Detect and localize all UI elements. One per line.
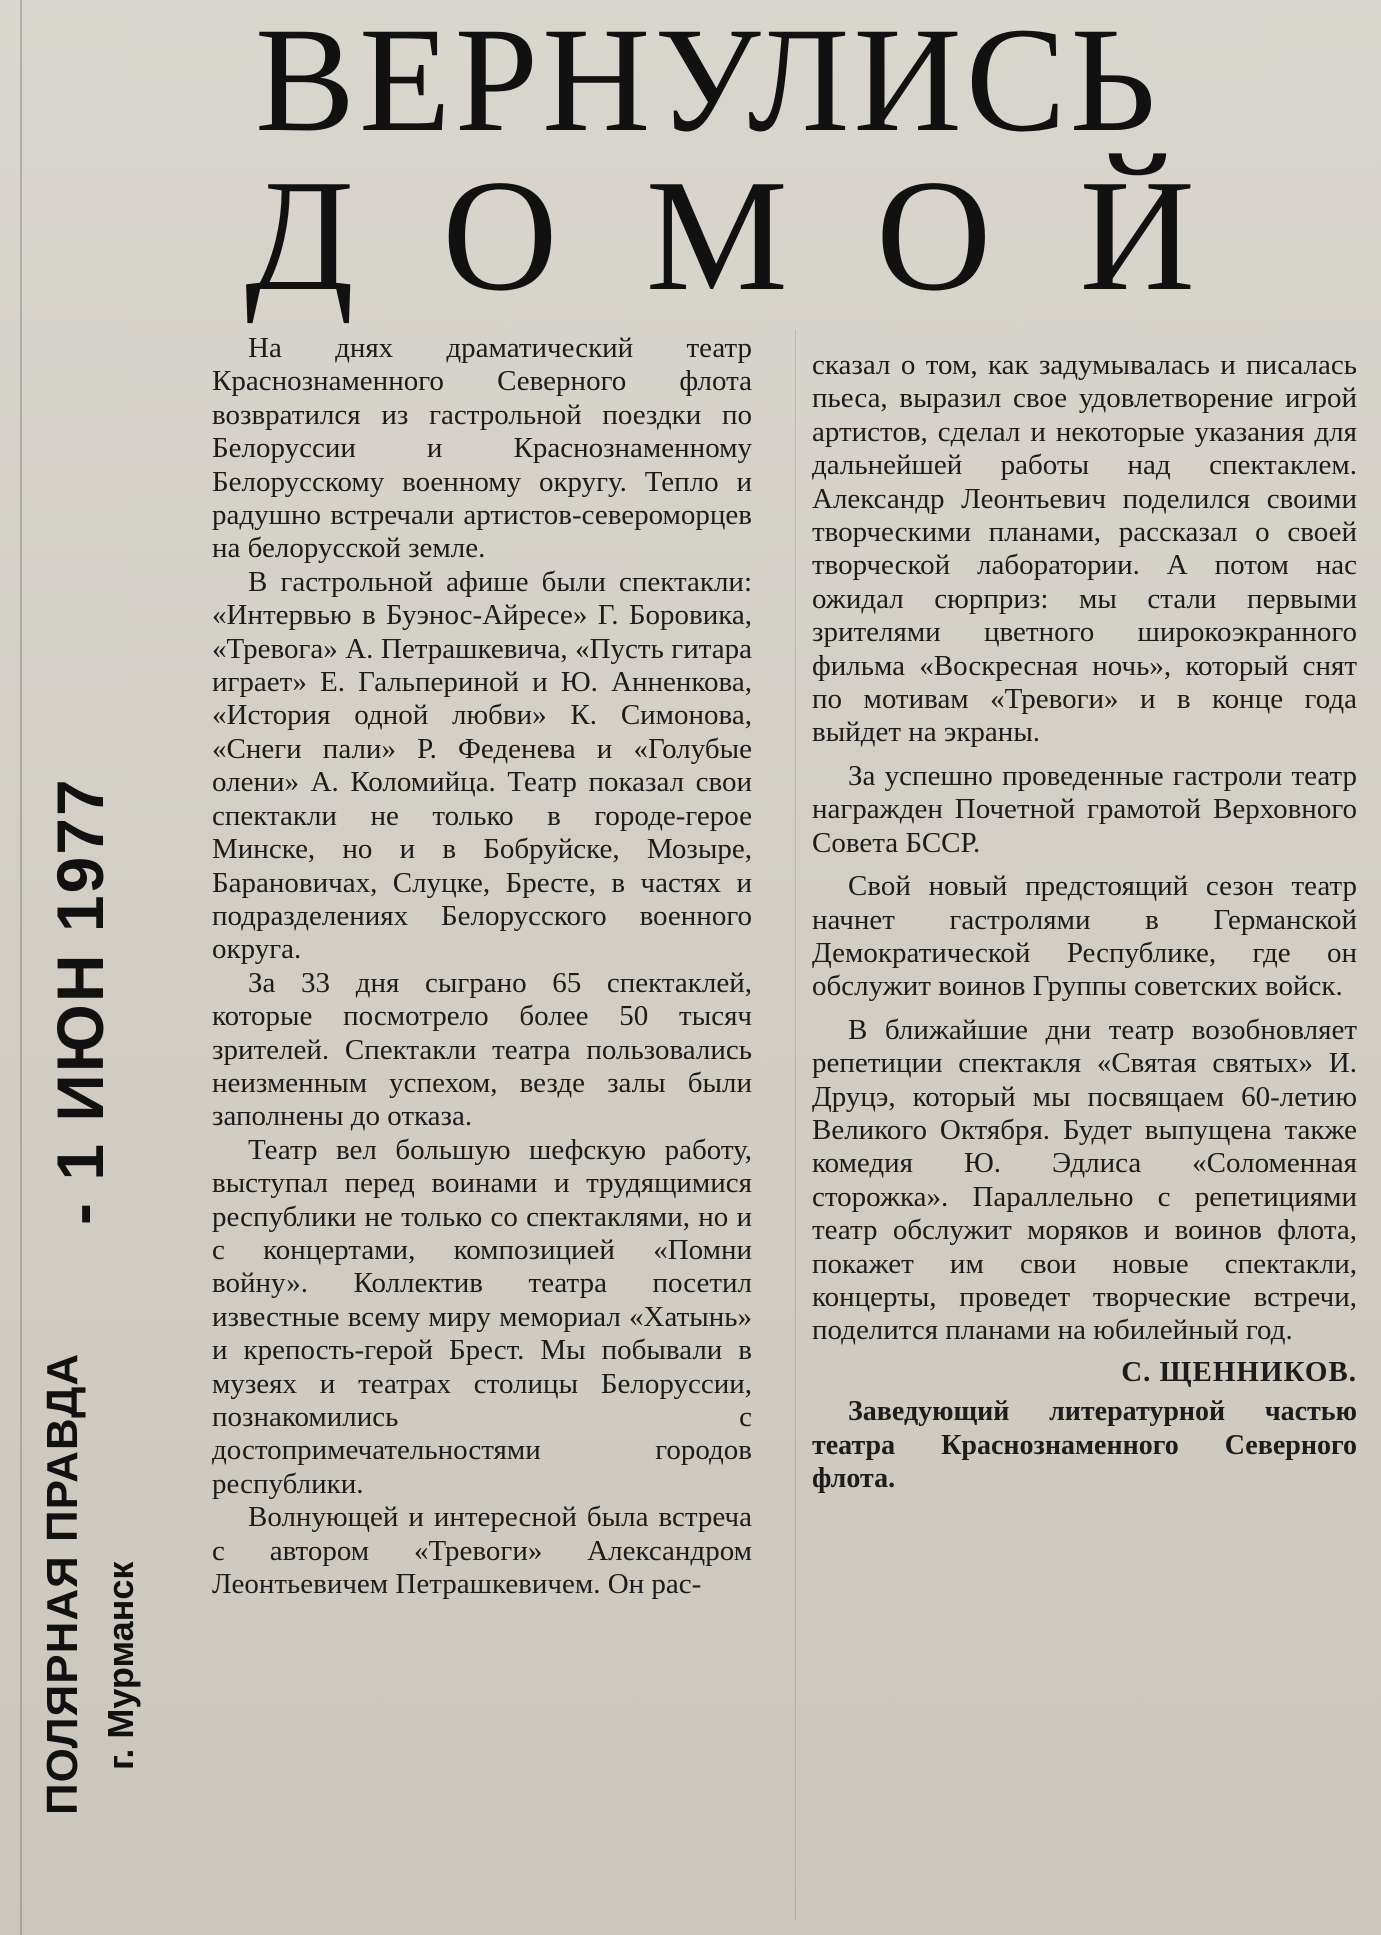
- article-author: С. ЩЕННИКОВ.: [1121, 1355, 1357, 1388]
- article-author-title: Заведующий литературной частью театра Краснознаменного Северного флота.: [812, 1396, 1357, 1494]
- article-right-column: [812, 349, 1357, 1495]
- column-divider: [795, 330, 796, 1920]
- article-paragraph: Театр вел большую шефскую работу, выступал перед воинами и трудящимися республики не только со спектаклями, но и с концертами, композицией «Помни войну». Коллектив театра посетил известные всему миру мемориал «Хатынь» и крепость-герой Брест. Мы побывали в музеях и театрах столицы Белоруссии, познакомились с достопримечательностями городов республики.: [212, 1133, 752, 1500]
- stamp-city: г. Мурманск: [100, 1561, 141, 1770]
- article-paragraph-continuation: сказал о том, как задумывалась и писалась пьеса, выразил свое удовлетворение игрой артистов, сделал и некоторые указания для дальнейшей работы над спектаклем. Александр Леонтьевич поделился своими творческими планами, рассказал о своей творческой лаборатории. А потом нас ожидал сюрприз: мы стали первыми зрителями цветного широкоэкранного фильма «Воскресная ночь», который снят по мотивам «Тревоги» и в конце года выйдет на экраны.: [812, 349, 1357, 749]
- article-paragraph: На днях драматический театр Краснознаменного Северного флота возвратился из гастрольной поездки по Белоруссии и Краснознаменному Белорусскому военному округу. Тепло и радушно встречали артистов-североморцев на белорусской земле.: [212, 332, 752, 565]
- headline-line-2: ДОМОЙ: [245, 146, 1284, 324]
- stamp-date: - 1 ИЮН 1977: [43, 777, 117, 1225]
- clipping-edge: [20, 0, 22, 1935]
- article-paragraph: Волнующей и интересной была встреча с автором «Тревоги» Александром Леонтьевичем Петрашкевичем. Он рас-: [212, 1501, 752, 1601]
- article-paragraph: В гастрольной афише были спектакли: «Интервью в Буэнос-Айресе» Г. Боровика, «Тревога» А. Петрашкевича, «Пусть гитара играет» Е. Гальпериной и Ю. Анненкова, «История одной любви» К. Симонова, «Снеги пали» Р. Феденева и «Голубые олени» А. Коломийца. Театр показал свои спектакли не только в городе-герое Минске, но и в Бобруйске, Мозыре, Барановичах, Слуцке, Бресте, в частях и подразделениях Белорусского военного округа.: [212, 565, 752, 966]
- article-paragraph: В ближайшие дни театр возобновляет репетиции спектакля «Святая святых» И. Друцэ, который мы посвящаем 60-летию Великого Октября. Будет выпущена также комедия Ю. Эдлиса «Соломенная сторожка». Параллельно с репетициями театр обслужит моряков и воинов флота, покажет им свои новые спектакли, концерты, проведет творческие встречи, поделится планами на юбилейный год.: [812, 1013, 1357, 1347]
- article-paragraph: Свой новый предстоящий сезон театр начнет гастролями в Германской Демократической Республике, где он обслужит воинов Группы советских войск.: [812, 870, 1357, 1003]
- headline-line-1: ВЕРНУЛИСЬ: [255, 0, 1160, 163]
- stamp-newspaper-name: ПОЛЯРНАЯ ПРАВДА: [38, 1352, 87, 1815]
- article-paragraph: За успешно проведенные гастроли театр награжден Почетной грамотой Верховного Совета БССР.: [812, 759, 1357, 859]
- article-left-column: [212, 332, 752, 1601]
- article-paragraph: За 33 дня сыграно 65 спектаклей, которые посмотрело более 50 тысяч зрителей. Спектакли театра пользовались неизменным успехом, везде залы были заполнены до отказа.: [212, 966, 752, 1133]
